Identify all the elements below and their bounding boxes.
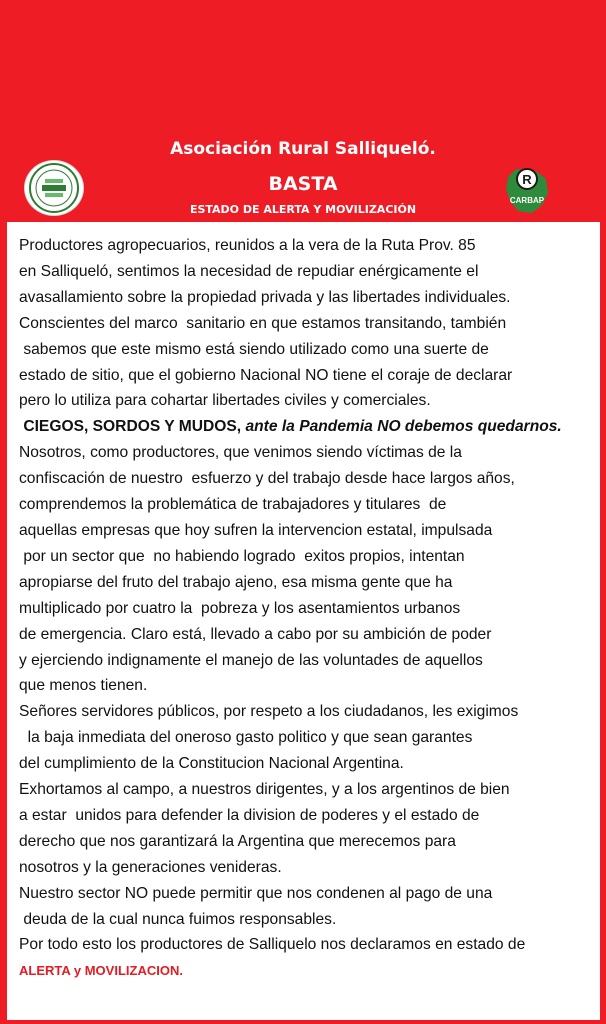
body-line: de emergencia. Claro está, llevado a cabo por su ambición de poder: [19, 625, 492, 643]
carbap-logo-icon: [502, 163, 552, 217]
body-line: estado de sitio, que el gobierno Nacional NO tiene el coraje de declarar: [19, 366, 513, 384]
statement-text: [19, 233, 599, 984]
emphasis-line: [19, 414, 599, 440]
body-line: confiscación de nuestro esfuerzo y del trabajo desde hace largos años,: [19, 470, 515, 488]
body-line: comprendemos la problemática de trabajadores y titulares de: [19, 496, 447, 514]
body-line: multiplicado por cuatro la pobreza y los asentamientos urbanos: [19, 599, 461, 617]
body-line: aquellas empresas que hoy sufren la intervencion estatal, impulsada: [19, 521, 493, 539]
body-line: por un sector que no habiendo logrado exitos propios, intentan: [19, 547, 465, 565]
header-banner: [0, 0, 606, 222]
body-line: Exhortamos al campo, a nuestros dirigentes, y a los argentinos de bien: [19, 781, 510, 799]
org-title: Asociación Rural Salliqueló.: [170, 139, 436, 159]
statement-panel: [7, 222, 600, 1020]
body-line: Señores servidores públicos, por respeto a los ciudadanos, les exigimos: [19, 703, 519, 721]
headline: BASTA: [268, 173, 338, 195]
body-line: nosotros y la generaciones venideras.: [19, 858, 282, 876]
closing-alert: ALERTA y MOVILIZACION.: [19, 963, 183, 979]
body-line: deuda de la cual nunca fuimos responsables.: [19, 910, 337, 928]
body-line: Productores agropecuarios, reunidos a la vera de la Ruta Prov. 85: [19, 237, 476, 254]
subline: ESTADO DE ALERTA Y MOVILIZACIÓN: [189, 203, 417, 216]
carbap-letter: R: [522, 172, 532, 187]
body-line: la baja inmediata del oneroso gasto politico y que sean garantes: [19, 729, 473, 747]
body-line: que menos tienen.: [19, 677, 148, 695]
body-line: del cumplimiento de la Constitucion Nacional Argentina.: [19, 755, 404, 773]
body-line: Conscientes del marco sanitario en que estamos transitando, también: [19, 314, 507, 332]
body-line: y ejerciendo indignamente el manejo de las voluntades de aquellos: [19, 651, 483, 669]
body-line: avasallamiento sobre la propiedad privada y las libertades individuales.: [19, 288, 511, 306]
emphasis-italic: ante la Pandemia NO debemos quedarnos.: [241, 418, 562, 436]
body-line: Por todo esto los productores de Salliquelo nos declaramos en estado de: [19, 936, 526, 954]
body-line: derecho que nos garantizará la Argentina que merecemos para: [19, 832, 456, 850]
body-line: en Salliqueló, sentimos la necesidad de repudiar enérgicamente el: [19, 262, 479, 280]
body-line: Nuestro sector NO puede permitir que nos condenen al pago de una: [19, 884, 493, 902]
carbap-label: CARBAP: [509, 196, 545, 205]
emphasis-bold: CIEGOS, SORDOS Y MUDOS,: [19, 418, 242, 436]
body-line: apropiarse del fruto del trabajo ajeno, esa misma gente que ha: [19, 573, 453, 591]
body-line: sabemos que este mismo está siendo utilizado como una suerte de: [19, 340, 489, 358]
body-line: a estar unidos para defender la division de poderes y el estado de: [19, 806, 480, 824]
body-line: Nosotros, como productores, que venimos siendo víctimas de la: [19, 444, 462, 462]
body-line: pero lo utiliza para cohartar libertades civiles y comerciales.: [19, 392, 431, 410]
